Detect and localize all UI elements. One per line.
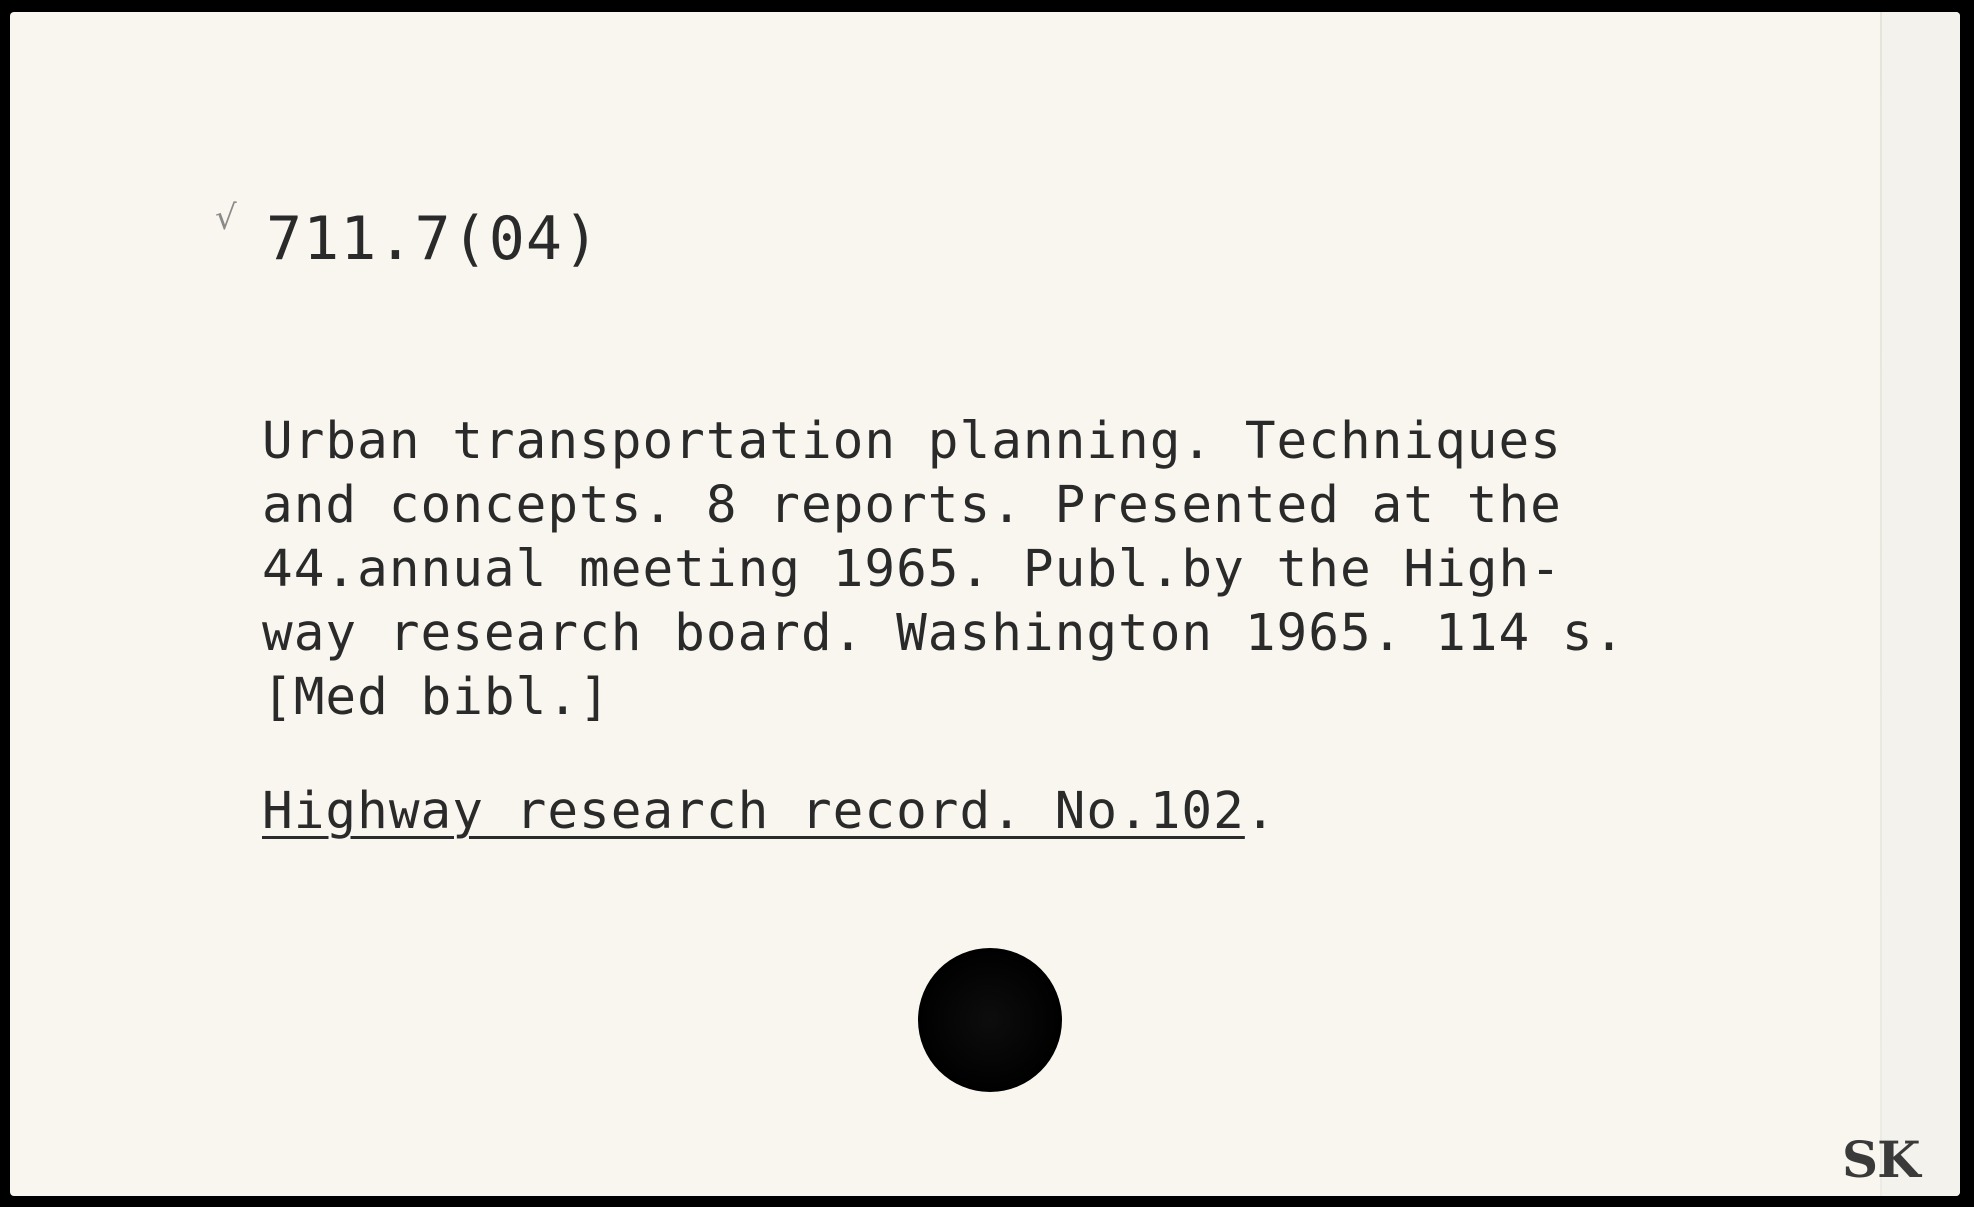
check-mark: √: [215, 198, 237, 238]
description-line: Urban transportation planning. Techniques: [262, 412, 1562, 471]
description-line: and concepts. 8 reports. Presented at the: [262, 476, 1562, 535]
description-line: way research board. Washington 1965. 114 s.: [262, 604, 1626, 663]
bibliographic-description: [262, 410, 1625, 730]
call-number: 711.7(04): [266, 204, 601, 274]
description-line: [Med bibl.]: [262, 668, 611, 727]
card-edge-strip: [1882, 12, 1960, 1196]
punch-hole: [918, 948, 1062, 1092]
description-line: 44.annual meeting 1965. Publ.by the High-: [262, 540, 1562, 599]
series-title: Highway research record. No.102: [262, 782, 1245, 841]
series-statement: [262, 780, 1277, 844]
sk-stamp: SK: [1842, 1130, 1920, 1189]
catalog-card: [10, 12, 1960, 1196]
series-trailing-period: .: [1244, 782, 1277, 841]
